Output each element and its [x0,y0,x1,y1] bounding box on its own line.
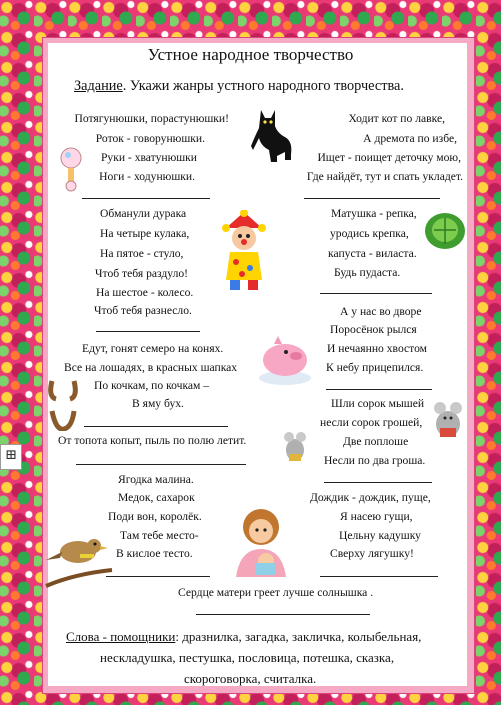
poem-line: Потягунюшки, порастунюшки! [74,112,229,125]
answer-line [326,389,432,390]
poem-line: К небу прицепился. [326,361,424,374]
table-icon[interactable]: ⊞ [0,444,22,470]
cabbage-image [424,210,466,250]
answer-line [106,576,210,577]
bird-on-branch-image [44,530,114,590]
poem-line: Ноги - ходунюшки. [99,170,195,183]
poem-line: Там тебе место- [120,529,199,542]
poem-line: Две поплоше [343,435,409,448]
poem-line: Все на лошадях, в красных шапках [64,361,238,374]
answer-line [96,331,200,332]
task-text: . Укажи жанры устного народного творчества. [122,78,404,94]
poem-line: От топота копыт, пыль по полю летит. [58,434,247,447]
answer-line [82,198,210,199]
poem-line: Медок, сахарок [118,491,195,504]
poem-line: Где найдёт, тут и спать укладет. [306,170,463,183]
task-label: Задание [74,78,123,94]
answer-line [76,464,246,465]
poem-line: Будь пудаста. [334,266,401,279]
pig-image [256,330,314,386]
helper-text-2: нескладушка, пестушка, пословица, потешка, сказка, [100,650,395,665]
answer-line [320,576,438,577]
poem-line: В кислое тесто. [116,547,193,560]
poem-line: И нечаянно хвостом [327,342,427,355]
answer-line [196,614,370,615]
poem-line: Ходит кот по лавке, [348,112,445,125]
poem-line: Дождик - дождик, пуще, [310,491,431,504]
poem-line: Чтоб тебя раздуло! [95,267,189,280]
page-title: Устное народное творчество [147,45,354,64]
poem-line: По кочкам, по кочкам – [94,379,210,392]
poem-line: уродись крепка, [330,227,409,240]
mouse-image [430,398,466,440]
horseshoe-image [46,377,80,431]
poem-line: Ягодка малина. [118,473,194,486]
rattle-toy-image [56,146,86,192]
poem-line: Несли по два гроша. [324,454,426,467]
black-cat-image [247,106,299,164]
poem-line: Я насею гущи, [340,510,413,523]
helper-text-3: скороговорка, считалка. [184,671,317,686]
answer-line [320,293,432,294]
helper-label: Слова - помощники [66,629,176,644]
poem-line: Едут, гонят семеро на конях. [82,342,224,355]
poem-line: На пятое - стуло, [100,247,184,260]
poem-line: капуста - виласта. [328,247,417,260]
answer-line [84,426,228,427]
poem-line: Ищет - поищет деточку мою, [317,151,461,164]
poem-line: На четыре кулака, [100,227,190,240]
poem-line: А дремота по избе, [363,132,457,145]
helper-words [66,626,466,689]
poem-line: Роток - говорунюшки. [95,132,205,145]
poem-line: Обманули дурака [100,207,187,220]
poem-line: Матушка - репка, [331,207,417,220]
jester-image [216,210,274,292]
poem-line: А у нас во дворе [340,305,422,318]
task-line [74,78,404,95]
answer-line [324,482,432,483]
poem-line: Поди вон, королёк. [108,510,202,523]
poem-line: На шестое - колесо. [96,286,194,299]
poem-line: Сердце матери греет лучше солнышка . [178,586,374,599]
poem-line: Шли сорок мышей [331,397,425,410]
poem-line: Поросёнок рылся [330,323,417,336]
poem-line: несли сорок грошей, [320,416,423,429]
mouse-image-small [281,428,309,464]
poem-line: Сверху лягушку! [330,547,414,560]
mother-child-image [230,505,292,579]
poem-line: Чтоб тебя разнесло. [94,304,192,317]
poem-line: Руки - хватунюшки [100,151,197,164]
answer-line [304,198,440,199]
poem-line: В яму бух. [132,397,184,410]
helper-text-1: : дразнилка, загадка, закличка, колыбельная, [175,629,422,644]
poem-line: Цельну кадушку [339,529,421,542]
